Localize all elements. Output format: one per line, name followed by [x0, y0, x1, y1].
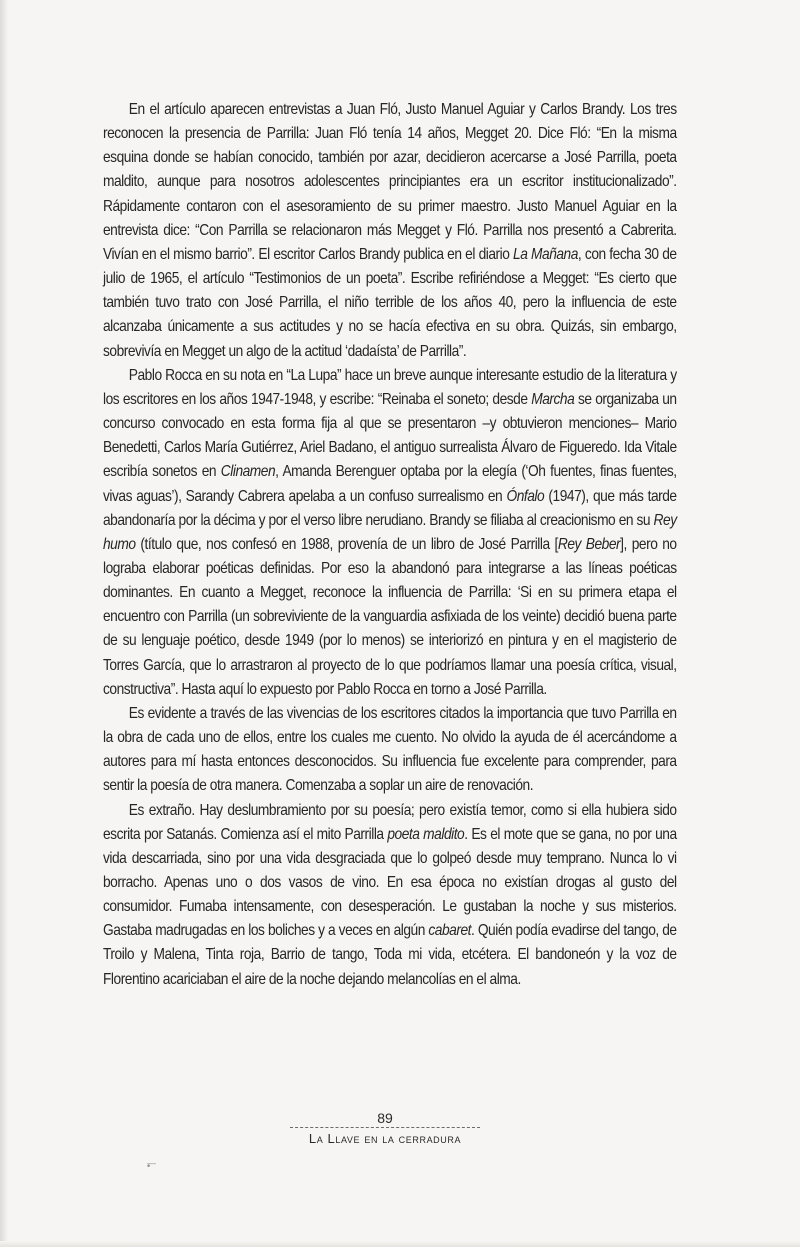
paragraph-1	[103, 98, 677, 364]
paragraph-2-text-5: (título que, nos confesó en 1988, provenía de un libro de José Parrilla [	[135, 535, 558, 553]
paragraph-2-text-4: (1947), que más tarde abandonaría por la décima y por el verso libre nerudiano. Brandy se filiaba al creacionismo en su	[103, 487, 677, 529]
paragraph-3: Es evidente a través de las vivencias de los escritores citados la importancia que tuvo Parrilla en la obra de cada uno de ellos, entre los cuales me cuento. No olvido la ayuda de él acercándome a autores para mí hasta entonces desconocidos. Su influencia fue excelente para comprender, para sentir la poesía de otra manera. Comenzaba a soplar un aire de renovación.	[103, 704, 677, 795]
body-text	[103, 98, 677, 992]
paragraph-4-text-1: Es extraño. Hay deslumbramiento por su poesía; pero existía temor, como si ella hubiera sido escrita por Satanás. Comienza así el mito Parrilla	[103, 801, 677, 843]
scan-speck: —•	[147, 1158, 156, 1171]
paragraph-4	[103, 799, 677, 992]
page-edge-shadow	[0, 0, 8, 1247]
paragraph-4-text-2: . Es el mote que se gana, no por una vida descarriada, sino por una vida desgraciada que lo golpeó desde muy temprano. Nunca lo vi borracho. Apenas uno o dos vasos de vino. En esa época no existían drogas al gusto del consumidor. Fumaba intensamente, con desesperación. Le gustaban la noche y sus misterios. Gastaba madrugadas en los boliches y a veces en algún	[103, 825, 677, 940]
footer-divider	[290, 1127, 480, 1128]
paragraph-1-text-2: , con fecha 30 de julio de 1965, el artículo “Testimonios de un poeta”. Escribe refiriéndose a Megget: “Es cierto que también tuvo trato con José Parrilla, el niño terrible de los años 40, pero la influencia de este alcanzaba únicamente a sus actitudes y no se hacía efectiva en su obra. Quizás, sin embargo, sobrevivía en Megget un algo de la actitud ‘dadaísta’ de Parrilla”.	[103, 245, 677, 360]
page-bottom-edge	[0, 1241, 800, 1247]
page-footer	[290, 1110, 480, 1146]
running-title: La Llave en la cerradura	[308, 1131, 462, 1146]
page-number: 89	[377, 1110, 393, 1126]
paragraph-4-text-3: . Quién podía evadirse del tango, de Troilo y Malena, Tinta roja, Barrio de tango, Toda mi vida, etcétera. El bandoneón y la voz de Florentino acariciaban el aire de la noche dejando melancolías en el alma.	[103, 922, 677, 988]
paragraph-2	[103, 364, 677, 702]
paragraph-1-text-1: En el artículo aparecen entrevistas a Juan Fló, Justo Manuel Aguiar y Carlos Brandy. Los tres reconocen la presencia de Parrilla: Juan Fló tenía 14 años, Megget 20. Dice Fló: “En la misma esquina donde se habían conocido, también por azar, decidieron acercarse a José Parrilla, poeta maldito, aunque para nosotros adolescentes principiantes era un escritor institucionalizado”. Rápidamente contaron con el asesoramiento de su primer maestro. Justo Manuel Aguiar en la entrevista dice: “Con Parrilla se relacionaron más Megget y Fló. Parrilla nos presentó a Cabrerita. Vivían en el mismo barrio”. El escritor Carlos Brandy publica en el diario	[103, 101, 677, 263]
paragraph-2-italic-2: Clinamen	[220, 463, 276, 481]
paragraph-2-italic-3: Ónfalo	[506, 487, 545, 505]
paragraph-2-italic-5: Rey Beber	[557, 535, 621, 553]
paragraph-4-italic-1: poeta maldito	[387, 825, 465, 843]
paragraph-2-text-6: ], pero no lograba elaborar poéticas definidas. Por eso la abandonó para integrarse a las líneas poéticas dominantes. En cuanto a Megget, reconoce la influencia de Parrilla: ‘Si en su primera etapa el encuentro con Parrilla (un sobreviviente de la vanguardia asfixiada de los veinte) decidió buena parte de su lenguaje poético, desde 1949 (por lo menos) se interiorizó en pintura y en el magisterio de Torres García, que lo arrastraron al proyecto de lo que podríamos llamar una poesía crítica, visual, constructiva”. Hasta aquí lo expuesto por Pablo Rocca en torno a José Parrilla.	[103, 535, 677, 698]
paragraph-2-italic-4: Rey humo	[103, 511, 677, 553]
paragraph-2-text-2: se organizaba un concurso convocado en esta forma fija al que se presentaron –y obtuvieron menciones– Mario Benedetti, Carlos María Gutiérrez, Ariel Badano, el antiguo surrealista Álvaro de Figueredo. Ida Vitale escribía sonetos en	[103, 390, 677, 481]
paragraph-4-italic-2: cabaret	[428, 922, 471, 940]
paragraph-1-italic-1: La Mañana	[513, 245, 578, 263]
paragraph-2-text-1: Pablo Rocca en su nota en “La Lupa” hace un breve aunque interesante estudio de la literatura y los escritores en los años 1947-1948, y escribe: “Reinaba el soneto; desde	[103, 366, 677, 408]
paragraph-2-italic-1: Marcha	[531, 390, 575, 408]
paragraph-2-text-3: , Amanda Berenguer optaba por la elegía (‘Oh fuentes, finas fuentes, vivas aguas’), Sarandy Cabrera apelaba a un confuso surrealismo en	[103, 463, 677, 505]
